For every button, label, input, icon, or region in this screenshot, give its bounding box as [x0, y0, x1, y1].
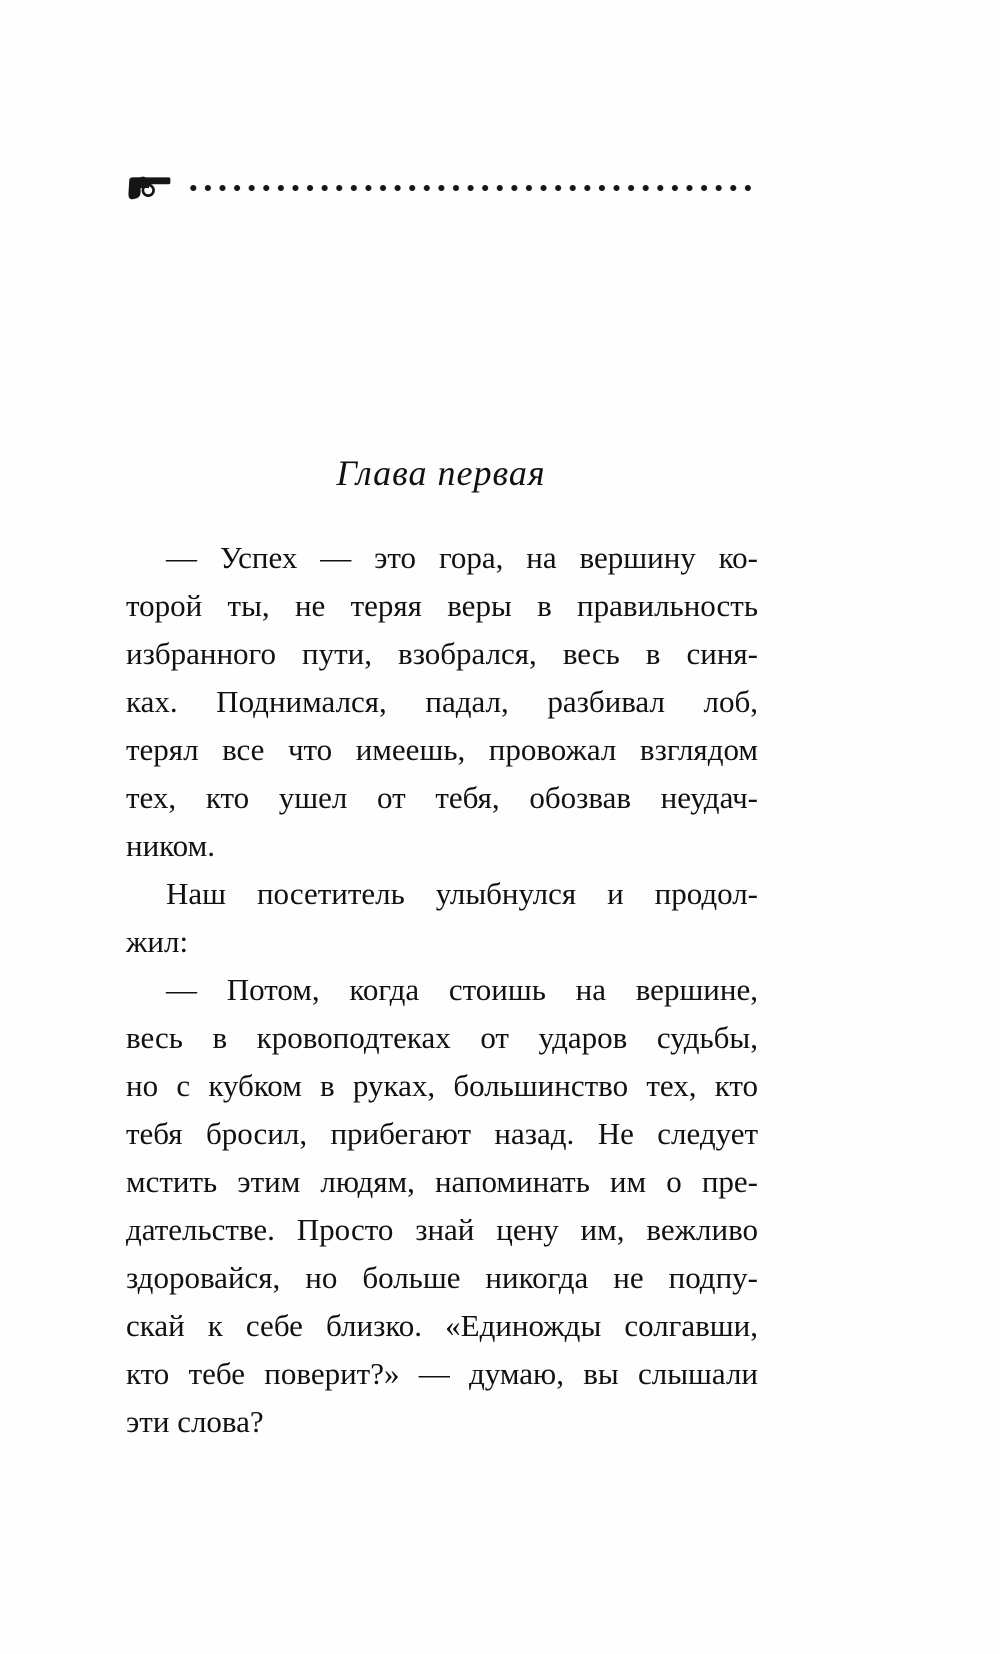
text-line: Наш посетитель улыбнулся и продол-	[166, 876, 758, 911]
paragraph	[126, 966, 758, 1446]
text-line: терял все что имеешь, провожал взглядом	[126, 732, 758, 767]
text-line: торой ты, не теряя веры в правильность	[126, 588, 758, 623]
text-line: тех, кто ушел от тебя, обозвав неудач-	[126, 780, 758, 815]
text-line: весь в кровоподтеках от ударов судьбы,	[126, 1020, 758, 1055]
dotted-rule	[186, 183, 756, 193]
text-line: кто тебе поверит?» — думаю, вы слышали	[126, 1356, 758, 1391]
text-line: дательстве. Просто знай цену им, вежливо	[126, 1212, 758, 1247]
text-line: жил:	[126, 924, 189, 959]
text-line: — Успех — это гора, на вершину ко-	[166, 540, 758, 575]
text-line: тебя бросил, прибегают назад. Не следует	[126, 1116, 758, 1151]
body-text	[126, 534, 758, 1446]
chapter-title: Глава первая	[336, 453, 546, 493]
paragraph	[126, 534, 758, 870]
chapter-header	[126, 172, 756, 204]
text-line: мстить этим людям, напоминать им о пре-	[126, 1164, 758, 1199]
text-line: ках. Поднимался, падал, разбивал лоб,	[126, 684, 758, 719]
text-line: здоровайся, но больше никогда не подпу-	[126, 1260, 758, 1295]
text-line: эти слова?	[126, 1404, 264, 1439]
text-line: скай к себе близко. «Единожды солгавши,	[126, 1308, 758, 1343]
text-line: ником.	[126, 828, 215, 863]
text-line: — Потом, когда стоишь на вершине,	[166, 972, 758, 1007]
text-line: но с кубком в руках, большинство тех, кто	[126, 1068, 758, 1103]
paragraph	[126, 870, 758, 966]
revolver-icon	[126, 172, 172, 204]
text-line: избранного пути, взобрался, весь в синя-	[126, 636, 758, 671]
